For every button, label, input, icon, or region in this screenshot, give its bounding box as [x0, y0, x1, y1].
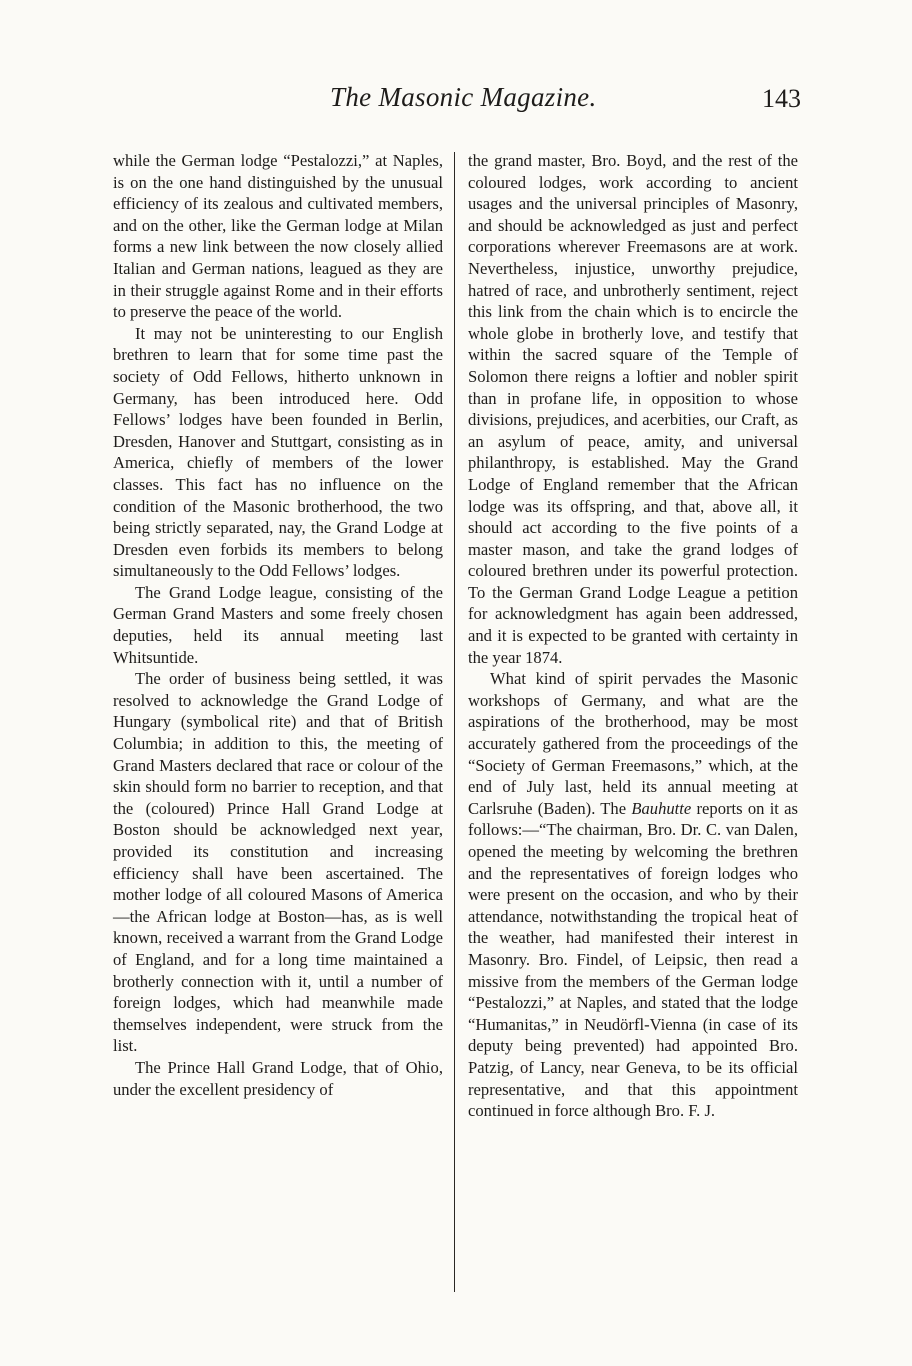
paragraph: The order of business being settled, it was resolved to acknowledge the Grand Lodge of Hungary (symbolical rite) and that of British Columbia; in addition to this, the meeting of Grand Masters declared that race or colour of the skin should form no barrier to reception, and that the (coloured) Prince Hall Grand Lodge at Boston should be acknowledged next year, provided its constitution and increasing efficiency shall have been ascertained. The mother lodge of all coloured Masons of America—the African lodge at Boston—has, as is well known, received a warrant from the Grand Lodge of England, and for a long time maintained a brotherly connection with it, until a number of foreign lodges, which had meanwhile made themselves independent, were struck from the list.: [113, 669, 443, 1056]
paragraph: The Grand Lodge league, consisting of the German Grand Masters and some freely chosen deputies, held its annual meeting last Whitsuntide.: [113, 582, 443, 667]
paragraph-text: reports on it as follows:—“The chairman, Bro. Dr. C. van Dalen, opened the meeting by welcoming the brethren and the representatives of foreign lodges who were present on the occasion, and who by their attendance, notwithstanding the tropical heat of the weather, had manifested their interest in Masonry. Bro. Findel, of Leipsic, then read a missive from the members of the German lodge “Pestalozzi,” at Naples, and stated that the lodge “Humanitas,” in Neudörfl-Vienna (in case of its deputy being prevented) had appointed Bro. Patzig, of Lancy, near Geneva, to be its official representative, and that this appointment continued in force although Bro. F. J.: [468, 798, 798, 1121]
running-title: The Masonic Magazine.: [330, 82, 597, 112]
left-column: [113, 150, 443, 1100]
page-header: [0, 78, 912, 128]
right-column: [468, 150, 798, 1122]
paragraph: the grand master, Bro. Boyd, and the rest of the coloured lodges, work according to ancient usages and the universal principles of Masonry, and should be acknowledged as just and perfect corporations wherever Freemasons are at work. Nevertheless, injustice, unworthy prejudice, hatred of race, and unbrotherly sentiment, reject this link from the chain which is to encircle the whole globe in brotherly love, and testify that within the sacred square of the Temple of Solomon there reigns a loftier and nobler spirit than in profane life, in opposition to whose divisions, prejudices, and acerbities, our Craft, as an asylum of peace, amity, and universal philanthropy, is established. May the Grand Lodge of England remember that the African lodge was its offspring, and that, above all, it should act according to the five points of a master mason, and take the grand lodges of coloured brethren under its powerful protection. To the German Grand Lodge League a petition for acknowledgment has again been addressed, and it is expected to be granted with certainty in the year 1874.: [468, 151, 798, 667]
paragraph-text: What kind of spirit pervades the Masonic workshops of Germany, and what are the aspirations of the brotherhood, may be most accurately gathered from the proceedings of the “Society of German Freemasons,” which, at the end of July last, held its annual meeting at Carlsruhe (Baden). The: [468, 669, 798, 818]
paragraph: It may not be uninteresting to our English brethren to learn that for some time past the society of Odd Fellows, hitherto unknown in Germany, has been introduced here. Odd Fellows’ lodges have been founded in Berlin, Dresden, Hanover and Stuttgart, consisting as in America, chiefly of members of the lower classes. This fact has no influence on the condition of the Masonic brotherhood, the two being strictly separated, nay, the Grand Lodge at Dresden even forbids its members to belong simultaneously to the Odd Fellows’ lodges.: [113, 323, 443, 581]
paragraph: [468, 668, 798, 1121]
paragraph: The Prince Hall Grand Lodge, that of Ohio, under the excellent presidency of: [113, 1057, 443, 1099]
paragraph: while the German lodge “Pestalozzi,” at Naples, is on the one hand distinguished by the unusual efficiency of its zealous and cultivated members, and on the other, like the German lodge at Milan forms a new link between the now closely allied Italian and German nations, leagued as they are in their struggle against Rome and in their efforts to preserve the peace of the world.: [113, 151, 443, 322]
publication-title: Bauhutte: [631, 798, 692, 818]
page-number: 143: [762, 84, 801, 113]
column-divider: [454, 152, 455, 1292]
